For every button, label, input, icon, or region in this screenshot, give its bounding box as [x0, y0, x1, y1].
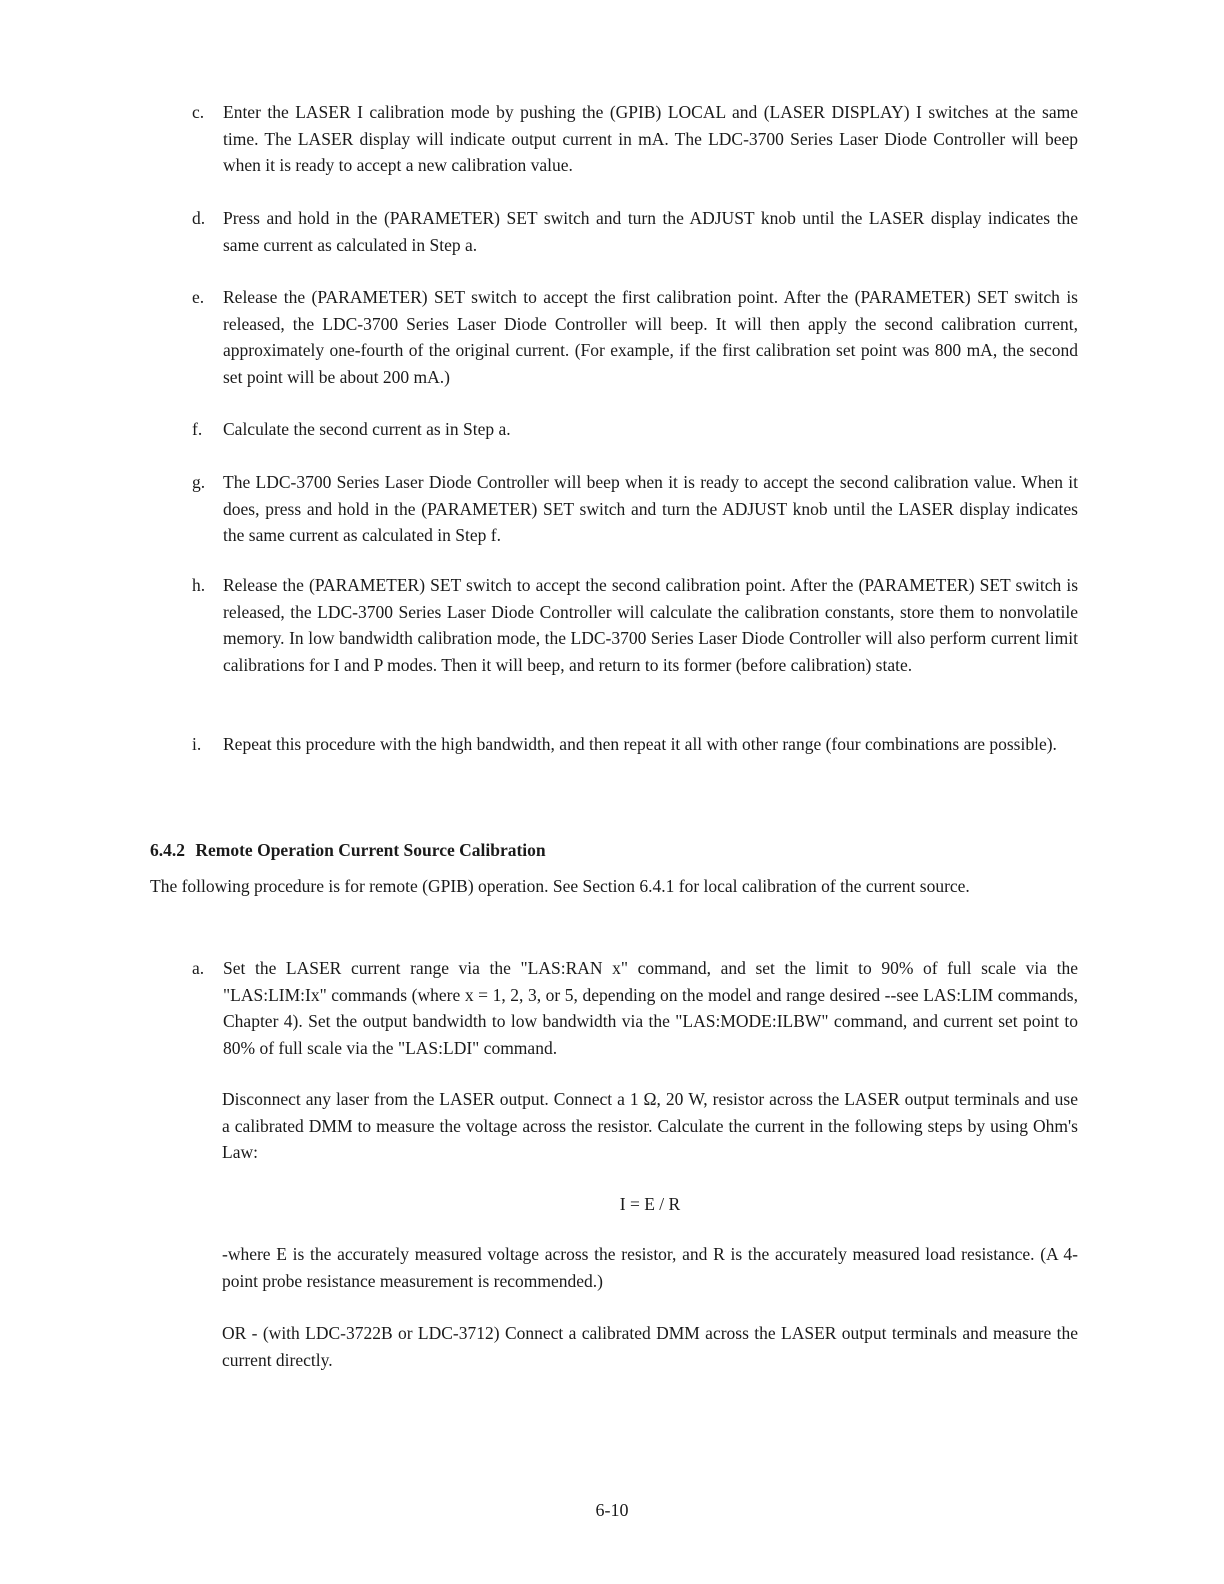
section-intro: The following procedure is for remote (GPIB) operation. See Section 6.4.1 for local calibration of the current source. — [150, 876, 970, 896]
remote-step-a — [192, 955, 1078, 1061]
alternative-paragraph: OR - (with LDC-3722B or LDC-3712) Connect a calibrated DMM across the LASER output terminals and measure the current directly. — [222, 1323, 1078, 1370]
step-c — [192, 99, 1078, 179]
section-heading — [150, 837, 546, 863]
step-text: Calculate the second current as in Step a. — [223, 419, 511, 439]
step-marker: c. — [192, 102, 205, 122]
step-marker: f. — [192, 419, 203, 439]
step-marker: h. — [192, 575, 206, 595]
section-title: Remote Operation Current Source Calibration — [195, 840, 546, 860]
disconnect-paragraph: Disconnect any laser from the LASER output. Connect a 1 Ω, 20 W, resistor across the LASER output terminals and use a calibrated DMM to measure the voltage across the resistor. Calculate the current in the following steps by using Ohm's Law: — [222, 1089, 1078, 1162]
step-marker: i. — [192, 734, 202, 754]
step-g — [192, 469, 1078, 549]
step-marker: g. — [192, 472, 206, 492]
step-h — [192, 572, 1078, 678]
step-text: Release the (PARAMETER) SET switch to accept the first calibration point. After the (PARAMETER) SET switch is released, the LDC-3700 Series Laser Diode Controller will beep. It will then apply the second calibration current, approximately one-fourth of the original current. (For example, if the first calibration set point was 800 mA, the second set point will be about 200 mA.) — [223, 287, 1078, 387]
section-number: 6.4.2 — [150, 840, 185, 860]
where-paragraph: -where E is the accurately measured voltage across the resistor, and R is the accurately measured load resistance. (A 4-point probe resistance measurement is recommended.) — [222, 1244, 1078, 1291]
step-marker: a. — [192, 958, 205, 978]
step-marker: d. — [192, 208, 206, 228]
step-text: The LDC-3700 Series Laser Diode Controller will beep when it is ready to accept the second calibration value. When it does, press and hold in the (PARAMETER) SET switch and turn the ADJUST knob until the LASER display indicates the same current as calculated in Step f. — [223, 472, 1078, 545]
step-text: Set the LASER current range via the "LAS:RAN x" command, and set the limit to 90% of full scale via the "LAS:LIM:Ix" commands (where x = 1, 2, 3, or 5, depending on the model and range desired --see LAS:LIM commands, Chapter 4). Set the output bandwidth to low bandwidth via the "LAS:MODE:ILBW" command, and current set point to 80% of full scale via the "LAS:LDI" command. — [223, 958, 1078, 1058]
step-text: Repeat this procedure with the high bandwidth, and then repeat it all with other range (four combinations are possible). — [223, 734, 1057, 754]
step-text: Press and hold in the (PARAMETER) SET switch and turn the ADJUST knob until the LASER display indicates the same current as calculated in Step a. — [223, 208, 1078, 255]
step-d — [192, 205, 1078, 258]
ohms-law-formula: I = E / R — [619, 1194, 681, 1214]
page-number: 6-10 — [595, 1500, 629, 1520]
step-text: Release the (PARAMETER) SET switch to accept the second calibration point. After the (PARAMETER) SET switch is released, the LDC-3700 Series Laser Diode Controller will calculate the calibration constants, store them to nonvolatile memory. In low bandwidth calibration mode, the LDC-3700 Series Laser Diode Controller will also perform current limit calibrations for I and P modes. Then it will beep, and return to its former (before calibration) state. — [223, 575, 1078, 675]
step-e — [192, 284, 1078, 390]
step-marker: e. — [192, 287, 205, 307]
step-text: Enter the LASER I calibration mode by pushing the (GPIB) LOCAL and (LASER DISPLAY) I switches at the same time. The LASER display will indicate output current in mA. The LDC-3700 Series Laser Diode Controller will beep when it is ready to accept a new calibration value. — [223, 102, 1078, 175]
step-i — [192, 731, 1078, 758]
step-f — [192, 416, 1078, 443]
